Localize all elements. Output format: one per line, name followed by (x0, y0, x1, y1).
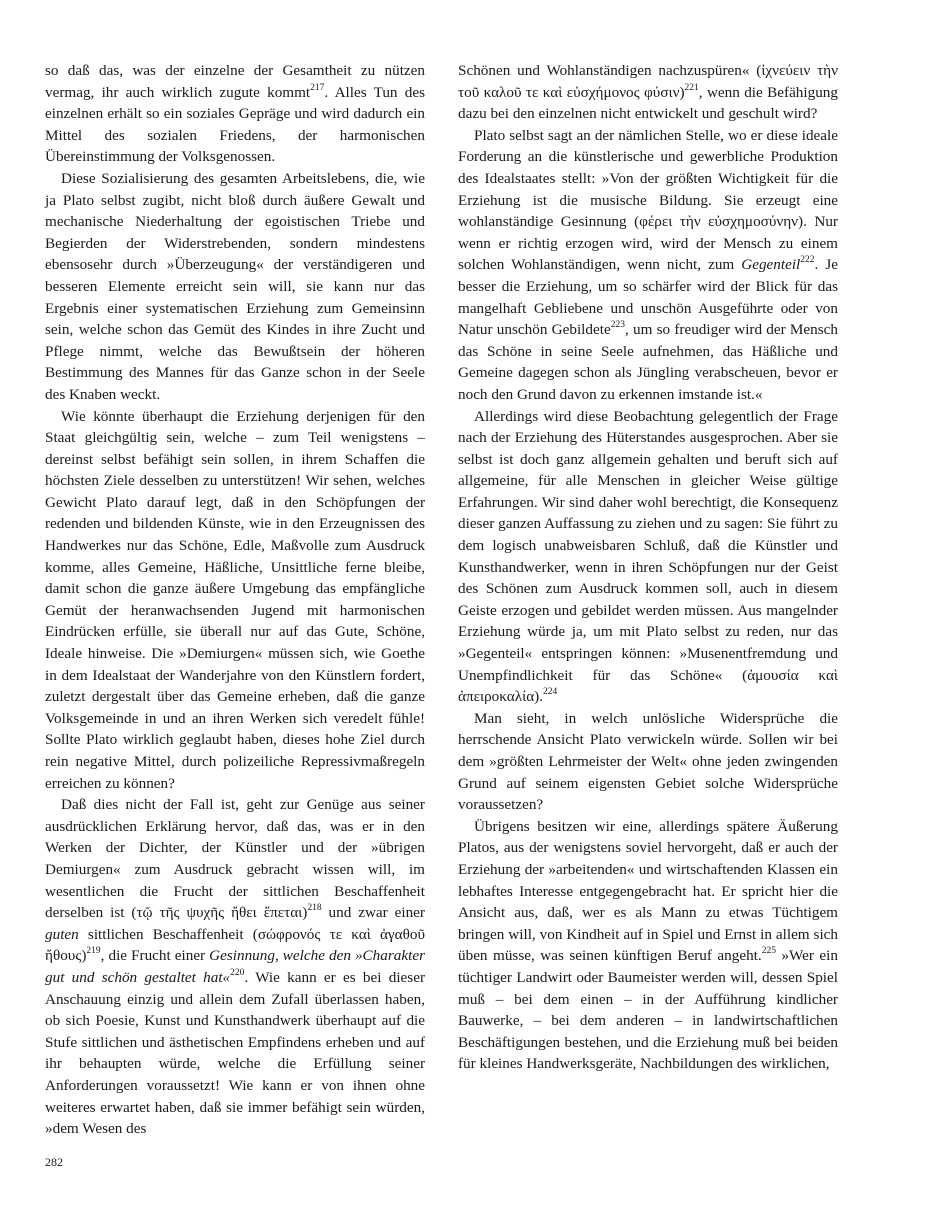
paragraph: Wie könnte überhaupt die Erziehung derjenigen für den Staat gleichgültig sein, welche – zum Teil wenigstens – dereinst selbst befähigt sein sollen, in ihrem Schaffen die höchsten Ziele desselben zu unterstützen! Wir sehen, welches Gewicht Plato darauf legt, daß in den Schöpfungen der redenden und bildenden Künste, wie in den Erzeugnissen des Handwerkes nur das Schöne, Edle, Maßvolle zum Ausdruck komme, alles Gemeine, Häßliche, Unsittliche ferne bleibe, damit schon die ganze äußere Umgebung das empfängliche Gemüt der heranwachsenden Jugend mit harmonischen Eindrücken erfülle, sie überall nur auf das Gute, Schöne, Ideale hinweise. Die »Demiurgen« müssen sich, wie Goethe in dem Idealstaat der Wanderjahre von den Künstlern fordert, zuletzt dergestalt über das Gemeine erheben, daß die ganze Volksgemeinde in und an ihren Werken sich veredelt fühle! Sollte Plato wirklich geglaubt haben, dieses hohe Ziel durch rein negative Mittel, durch polizeiliche Repressivmaßregeln erreichen zu können? (45, 407, 425, 792)
paragraph: Daß dies nicht der Fall ist, geht zur Genüge aus seiner ausdrücklichen Erklärung hervor, daß das, was er in den Werken der Dichter, der Künstler und der »übrigen Demiurgen« zum Ausdruck gebracht wissen will, im wesentlichen die Frucht der sittlichen Beschaffenheit derselben ist (τῷ τῆς ψυχῆς ἤθει ἕπεται)$^{218}$ und zwar einer guten sittlichen Beschaffenheit (σώφρονός τε καὶ ἀγαθοῦ ἤθους)$^{219}$, die Frucht einer Gesinnung, welche den »Charakter gut und schön gestaltet hat«$^{220}$. Wie kann er es bei dieser Anschauung einzig und allein dem Zufall überlassen haben, ob sich Poesie, Kunst und Kunsthandwerk überhaupt auf die Stufe sittlichen und ästhetischen Empfindens erheben und auf ihr behaupten würde, welche die Erfüllung seiner Anforderungen voraussetzt! Wie kann er von ihnen ohne weiteres erwartet haben, daß sie immer befähigt sein würden, »dem Wesen des (45, 796, 425, 1138)
paragraph: so daß das, was der einzelne der Gesamtheit zu nützen vermag, ihr auch wirklich zugute kommt$^{217}$. Alles Tun des einzelnen erhält so ein soziales Gepräge und wird dadurch ein Mittel des sozialen Friedens, der harmonischen Übereinstimmung der Volksgenossen. (45, 62, 425, 166)
paragraph: Plato selbst sagt an der nämlichen Stelle, wo er diese ideale Forderung an die künstlerische und gewerbliche Produktion des Idealstaates stellt: »Von der größten Wichtigkeit für die Erziehung ist die musische Bildung. Sie erzeugt eine wohlanständige Gesinnung (φέρει τὴν εὐσχημοσύνην). Nur wenn er richtig erzogen wird, wird der Mensch zu einem solchen Wohlanständigen, wenn nicht, zum Gegenteil$^{222}$. Je besser die Erziehung, um so schärfer wird der Blick für das mangelhaft Gebliebene und unschön Ausgeführte oder von Natur unschön Gebildete$^{223}$, um so freudiger wird der Mensch das Schöne in seine Seele aufnehmen, das Häßliche und Gemeine dagegen schon als Jüngling verabscheuen, bevor er noch den Grund davon zu erkennen imstande ist.« (458, 126, 838, 403)
paragraph: Übrigens besitzen wir eine, allerdings spätere Äußerung Platos, aus der wenigstens soviel hervorgeht, daß er auch der Erziehung der »arbeitenden« und wirtschaftenden Klassen ein lebhaftes Interesse entgegengebracht hat. Er spricht hier die Ansicht aus, daß, wer es als Mann zu etwas Tüchtigem bringen will, von Kindheit auf in Spiel und Ernst in allem sich üben müsse, was seinen künftigen Beruf angeht.$^{225}$ »Wer ein tüchtiger Landwirt oder Baumeister werden will, dessen Spiel muß – bei dem einen – in der Aufführung kindlicher Bauwerke, – bei dem anderen – in landwirtschaftlichen Beschäftigungen bestehen, und die Erziehung muß bei beiden für kleines Handwerksgeräte, Nachbildungen des wirklichen, (458, 817, 838, 1073)
paragraph: Man sieht, in welch unlösliche Widersprüche die herrschende Ansicht Plato verwickeln würde. Sollen wir bei dem »größten Lehrmeister der Welt« ohne jeden zwingenden Grund auf seinem eigensten Gebiet solche Widersprüche voraussetzen? (458, 709, 838, 814)
paragraph: Allerdings wird diese Beobachtung gelegentlich der Frage nach der Erziehung des Hüterstandes ausgesprochen. Aber sie selbst ist doch ganz allgemein gehalten und beruft sich auf allgemeine, für alle Menschen in gleicher Weise gültige Erfahrungen. Wir sind daher wohl berechtigt, die Konsequenz dieser ganzen Auffassung zu ziehen und zu sagen: Sie führt zu dem logisch unabweisbaren Schluß, daß die Künstler und Kunsthandwerker, wenn in ihren Schöpfungen nur der Geist des Schönen zum Ausdruck kommen soll, auch in diesem Geiste erzogen und gebildet werden müssen. Aus mangelnder Erziehung würde ja, um mit Plato selbst zu reden, nur das »Gegenteil« entspringen können: »Musenentfremdung und Unempfindlichkeit für das Schöne« (ἀμουσία καὶ ἀπειροκαλία).$^{224}$ (458, 407, 838, 706)
right-text-column (458, 60, 838, 1075)
page-number: 282 (45, 1155, 63, 1169)
left-text-column (45, 60, 425, 1140)
paragraph: Diese Sozialisierung des gesamten Arbeitslebens, die, wie ja Plato selbst zugibt, nicht bloß durch äußere Gewalt und mechanische Niederhaltung der egoistischen Triebe und Begierden der Widerstrebenden, sondern mindestens ebensosehr durch »Überzeugung« der verständigeren und besseren Elemente erreicht sein will, sie kann nur das Ergebnis einer systematischen Erziehung zum Gemeinsinn sein, welche schon das Gemüt des Kindes in ihre Zucht und Pflege nimmt, welche das Bewußtsein der höheren Bestimmung des Mannes für das Ganze schon in der Seele des Knaben weckt. (45, 169, 425, 403)
paragraph: Schönen und Wohlanständigen nachzuspüren« (ἰχνεύειν τὴν τοῦ καλοῦ τε καὶ εὐσχήμονος φύσιν)$^{221}$, wenn die Befähigung dazu bei den einzelnen nicht entwickelt und geschult wird? (458, 62, 838, 123)
